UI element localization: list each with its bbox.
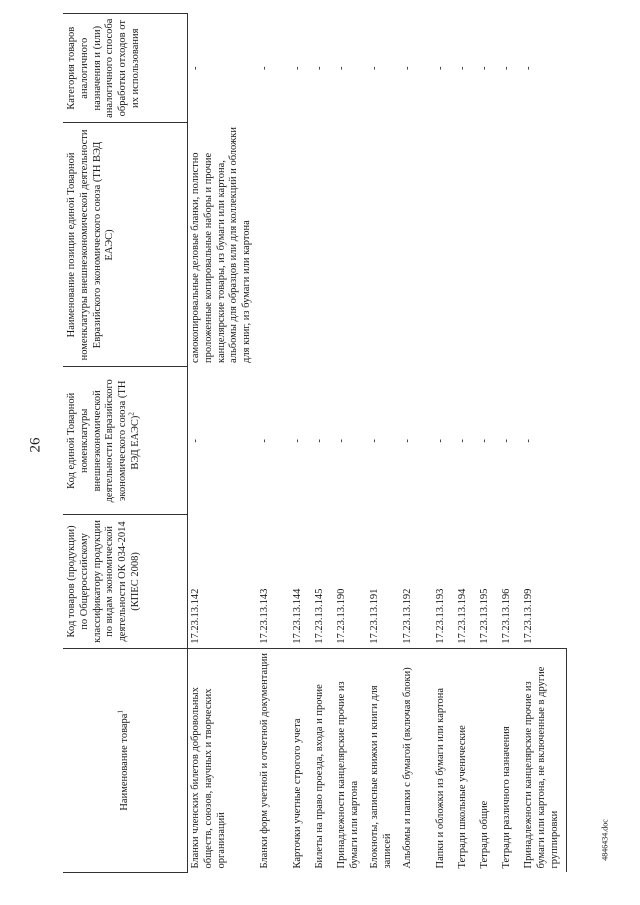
row-tnved-name xyxy=(499,123,521,367)
row-goods-name: Карточки учетные строгого учета xyxy=(290,648,312,872)
row-okpd-code: 17.23.13.194 xyxy=(456,588,468,644)
row-category: - xyxy=(401,66,413,70)
header-tnved-name: Наименование позиции единой Товарной номенклатуры внешнеэкономической деятельности Евразийского экономического союза (ТН ВЭД ЕАЭС) xyxy=(63,123,188,367)
row-tnved-code: - xyxy=(401,439,413,443)
row-tnved-name xyxy=(257,123,290,367)
row-category: - xyxy=(434,66,446,70)
row-tnved-name xyxy=(477,123,499,367)
row-category: - xyxy=(478,66,490,70)
row-goods-name: Принадлежности канцелярские прочие из бумаги или картона, не включенные в другие группировки xyxy=(521,648,567,872)
table-row xyxy=(433,14,455,873)
row-tnved-code: - xyxy=(456,439,468,443)
row-okpd-code: 17.23.13.190 xyxy=(335,588,347,644)
row-tnved-name xyxy=(455,123,477,367)
row-tnved-name xyxy=(290,123,312,367)
row-goods-name: Тетради различного назначения xyxy=(499,648,521,872)
row-tnved-code: - xyxy=(335,439,347,443)
table-row xyxy=(455,14,477,873)
row-tnved-code: - xyxy=(500,439,512,443)
row-tnved-name xyxy=(433,123,455,367)
row-category: - xyxy=(456,66,468,70)
row-okpd-code: 17.23.13.142 xyxy=(190,588,201,644)
row-tnved-code: - xyxy=(368,439,380,443)
table-row xyxy=(188,14,257,873)
table-row xyxy=(400,14,433,873)
table-row xyxy=(290,14,312,873)
row-okpd-code: 17.23.13.192 xyxy=(401,588,413,644)
row-goods-name: Папки и обложки из бумаги или картона xyxy=(433,648,455,872)
row-tnved-code: - xyxy=(190,439,201,443)
row-okpd-code: 17.23.13.191 xyxy=(368,588,380,644)
row-okpd-code: 17.23.13.144 xyxy=(291,588,303,644)
row-category: - xyxy=(258,66,270,70)
row-goods-name: Принадлежности канцелярские прочие из бумаги или картона xyxy=(334,648,367,872)
table-row xyxy=(367,14,400,873)
header-category: Категория товаров аналогичного назначения и (или) аналогичного способа обработки отходов от их использования xyxy=(63,14,188,123)
row-goods-name: Бланки форм учетной и отчетной документации xyxy=(257,648,290,872)
row-goods-name: Блокноты, записные книжки и книги для записей xyxy=(367,648,400,872)
row-tnved-code: - xyxy=(291,439,303,443)
goods-table xyxy=(63,13,567,873)
row-category: - xyxy=(190,66,201,70)
row-tnved-code: - xyxy=(434,439,446,443)
header-goods-name: Наименование товара$^1$ xyxy=(63,648,188,872)
table-row xyxy=(477,14,499,873)
row-okpd-code: 17.23.13.145 xyxy=(313,588,325,644)
row-goods-name: Билеты на право проезда, входа и прочие xyxy=(312,648,334,872)
row-goods-name: Альбомы и папки с бумагой (включая блоки) xyxy=(400,648,433,872)
row-okpd-code: 17.23.13.199 xyxy=(522,588,534,644)
row-goods-name: Тетради общие xyxy=(477,648,499,872)
page-number: 26 xyxy=(27,437,44,453)
row-tnved-name xyxy=(400,123,433,367)
row-okpd-code: 17.23.13.143 xyxy=(258,588,270,644)
row-category: - xyxy=(313,66,325,70)
row-tnved-name xyxy=(521,123,567,367)
row-tnved-code: - xyxy=(522,439,534,443)
table-row xyxy=(334,14,367,873)
row-category: - xyxy=(335,66,347,70)
row-okpd-code: 17.23.13.195 xyxy=(478,588,490,644)
table-row xyxy=(499,14,521,873)
row-category: - xyxy=(368,66,380,70)
table-row xyxy=(521,14,567,873)
header-tnved-code: Код единой Товарной номенклатуры внешнеэкономической деятельности Евразийского экономического союза (ТН ВЭД ЕАЭС)$^2$ xyxy=(63,367,188,515)
row-okpd-code: 17.23.13.193 xyxy=(434,588,446,644)
row-goods-name: Тетради школьные ученические xyxy=(455,648,477,872)
table-row xyxy=(312,14,334,873)
header-okpd-code: Код товаров (продукции) по Общероссийскому классификатору продукции по видам экономической деятельности ОК 034-2014 (КПЕС 2008) xyxy=(63,515,188,649)
table-row xyxy=(257,14,290,873)
row-tnved-code: - xyxy=(258,439,270,443)
row-category: - xyxy=(522,66,534,70)
row-tnved-code: - xyxy=(478,439,490,443)
row-category: - xyxy=(291,66,303,70)
footer-file-code: 4846434.doc xyxy=(600,819,610,861)
row-tnved-code: - xyxy=(313,439,325,443)
row-tnved-name xyxy=(334,123,367,367)
rotated-table-container xyxy=(63,13,583,873)
row-goods-name: Бланки членских билетов добровольных обществ, союзов, научных и творческих организаций xyxy=(188,648,257,872)
table-header-row xyxy=(63,14,188,873)
row-category: - xyxy=(500,66,512,70)
row-tnved-name: самокопировальные деловые бланки, полистно проложенные копировальные наборы и прочие канцелярские товары, из бумаги или картона, альбомы для образцов или для коллекций и обложки для книг, из бумаги или картона xyxy=(190,127,253,363)
row-tnved-name xyxy=(367,123,400,367)
row-tnved-name xyxy=(312,123,334,367)
row-okpd-code: 17.23.13.196 xyxy=(500,588,512,644)
